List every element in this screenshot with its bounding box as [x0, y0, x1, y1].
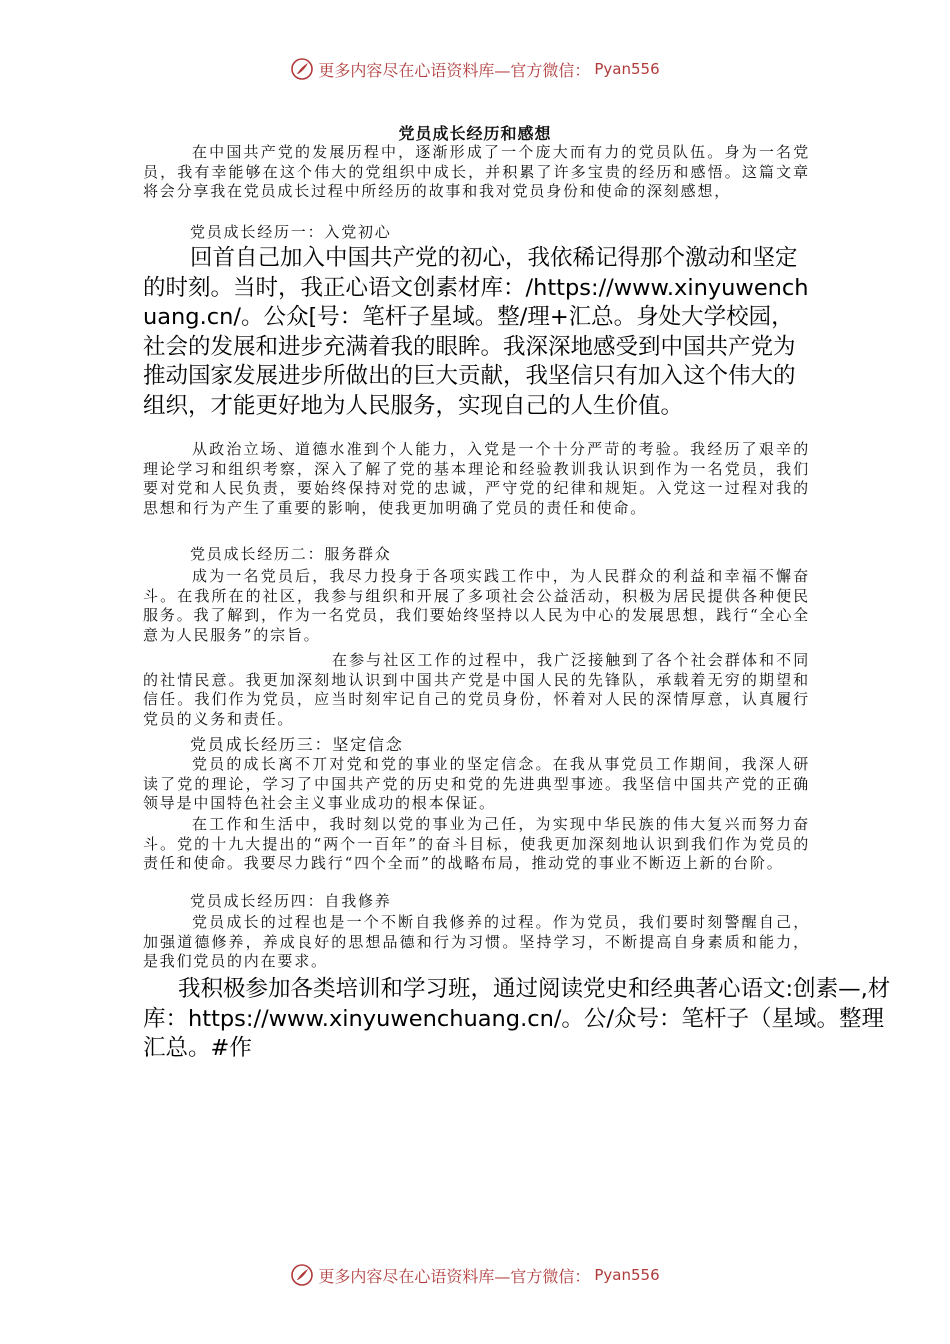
paragraph-3: 成为一名党员后，我尽力投身于各项实践工作中，为人民群众的利益和幸福不懈奋斗。在我所在的社区，我参与组织和开展了多项社会公益活动，积极为居民提供各种便民服务。我了解到，作为一名党员，我们要始终坚持以人民为中心的发展思想，践行“全心全意为人民服务”的宗旨。 — [143, 567, 810, 644]
big-paragraph-2: 我积极参加各类培训和学习班，通过阅读党史和经典著心语文:创素—,材库：https://www.xinyuwenchuang.cn/。公/众号：笔杆子（星域。整理汇总。#作 — [143, 976, 891, 1061]
section-heading-2: 党员成长经历二：服务群众 — [190, 545, 392, 563]
section-heading-4: 党员成长经历四：自我修养 — [190, 892, 392, 910]
watermark-text: 更多内容尽在心语资料库—官方微信： — [318, 1266, 591, 1286]
big-paragraph-1: 回首自己加入中国共产党的初心，我依稀记得那个激动和坚定的时刻。当时，我正心语文创素材库：/https://www.xinyuwenchuang.cn/。公众[号：笔杆子星域。整/理+汇总。身处大学校园，社会的发展和进步充满着我的眼眸。我深深地感受到中国共产党为推动国家发展进步所做出的巨大贡献，我坚信只有加入这个伟大的组织，才能更好地为人民服务，实现自己的人生价值。 — [143, 245, 809, 419]
paragraph-2: 从政治立场、道德水准到个人能力，入党是一个十分严苛的考验。我经历了艰辛的理论学习和组织考察，深入了解了党的基本理论和经验教训我认识到作为一名党员，我们要对党和人民负责，要始终保持对党的忠诚，严守党的纪律和规矩。入党这一过程对我的思想和行为产生了重要的影响，使我更加明确了党员的责任和使命。 — [143, 440, 810, 517]
paragraph-4: 在参与社区工作的过程中，我广泛接触到了各个社会群体和不同的社情民意。我更加深刻地认识到中国共产党是中国人民的先锋队，承载着无穷的期望和信任。我们作为党员，应当时刻牢记自己的党员身份，怀着对人民的深情厚意，认真履行党员的义务和责任。 — [143, 651, 810, 728]
paragraph-5: 党员的成长离不丌对党和党的事业的坚定信念。在我从事党员工作期间，我深人研读了党的理论，学习了中国共产党的历史和党的先进典型事迹。我坚信中国共产党的正确领导是中国特色社会主义事业成功的根本保证。 — [143, 755, 810, 812]
paragraph-7: 党员成长的过程也是一个不断自我修养的过程。作为党员，我们要时刻警醒自己，加强道德修养，养成良好的思想品德和行为习惯。坚持学习，不断提高自身素质和能力，是我们党员的内在要求。 — [143, 913, 810, 970]
intro-paragraph: 在中国共产党的发展历程中，逐渐形成了一个庞大而有力的党员队伍。身为一名党员，我有幸能够在这个伟大的党组织中成长，并积累了许多宝贵的经历和感悟。这篇文章将会分享我在党员成长过程中所经历的故事和我对党员身份和使命的深刻感想， — [143, 143, 810, 200]
feather-logo-icon — [290, 57, 314, 81]
page-title: 党员成长经历和感想 — [398, 124, 552, 143]
feather-logo-icon — [290, 1263, 314, 1287]
watermark-wechat-id: Pyan556 — [594, 1266, 660, 1284]
watermark-banner-top — [0, 57, 950, 81]
watermark-text: 更多内容尽在心语资料库—官方微信： — [318, 60, 591, 80]
section-heading-1: 党员成长经历一：入党初心 — [190, 223, 392, 241]
watermark-wechat-id: Pyan556 — [594, 60, 660, 78]
watermark-banner-bottom — [0, 1263, 950, 1287]
paragraph-6: 在工作和生活中，我时刻以党的事业为己任，为实现中华民族的伟大复兴而努力奋斗。党的十九大提出的“两个一百年”的奋斗目标，使我更加深刻地认识到我们作为党员的责任和使命。我要尽力践行“四个全而”的战略布局，推动党的事业不断迈上新的台阶。 — [143, 815, 810, 872]
section-heading-3: 党员成长经历三：坚定信念 — [190, 735, 404, 754]
